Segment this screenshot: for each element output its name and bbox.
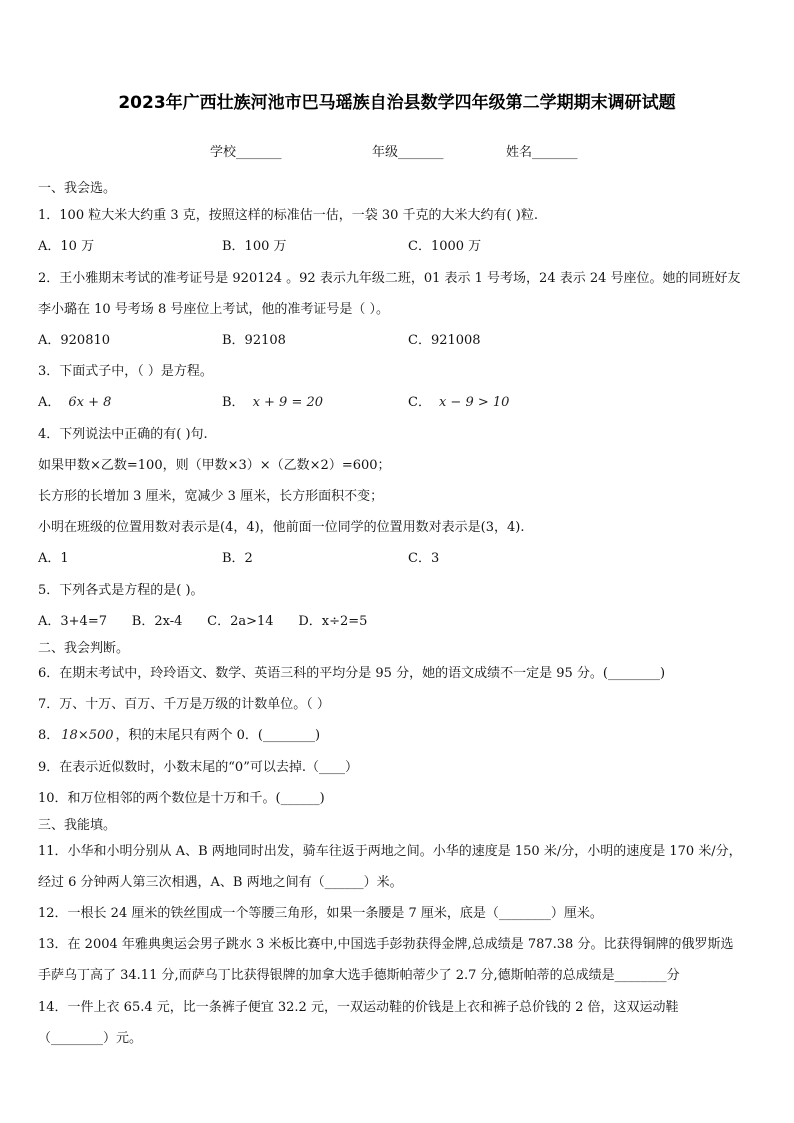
question-2-line-2: 李小璐在 10 号考场 8 号座位上考试，他的准考证号是（ ）。 bbox=[38, 302, 389, 317]
question-3: 3．下面式子中，（ ）是方程。 bbox=[38, 364, 213, 379]
grade-field: 年级_______ bbox=[372, 145, 444, 160]
q2-option-a: A．920810 bbox=[38, 333, 111, 348]
question-13-line-1: 13．在 2004 年雅典奥运会男子跳水 3 米板比赛中,中国选手彭勃获得金牌,总成绩是 787.38 分。比获得铜牌的俄罗斯选 bbox=[38, 937, 734, 952]
question-7: 7．万、十万、百万、千万是万级的计数单位。（ ） bbox=[38, 697, 330, 712]
section-heading-choice: 一、我会选。 bbox=[38, 181, 117, 196]
q4-statement-1: 如果甲数×乙数=100，则（甲数×3）×（乙数×2）=600； bbox=[38, 458, 391, 473]
q3-option-b-label: B． bbox=[222, 395, 245, 410]
q4-option-a: A．1 bbox=[38, 551, 69, 566]
q5-options: A．3+4=7 B．2x-4 C．2a>14 D．x÷2=5 bbox=[38, 614, 368, 629]
q3-option-c-label: C． bbox=[408, 395, 431, 410]
q4-statement-2: 长方形的长增加 3 厘米，宽减少 3 厘米，长方形面积不变； bbox=[38, 489, 384, 504]
question-11-line-2: 经过 6 分钟两人第三次相遇，A、B 两地之间有（______）米。 bbox=[38, 875, 403, 890]
question-11-line-1: 11．小华和小明分别从 A、B 两地同时出发，骑车往返于两地之间。小华的速度是 150 米/分，小明的速度是 170 米/分， bbox=[38, 844, 742, 859]
question-6: 6．在期末考试中，玲玲语文、数学、英语三科的平均分是 95 分，她的语文成绩不一定是 95 分。(________) bbox=[38, 666, 666, 681]
q1-option-b: B．100 万 bbox=[222, 239, 287, 254]
question-12: 12．一根长 24 厘米的铁丝围成一个等腰三角形，如果一条腰是 7 厘米，底是（________）厘米。 bbox=[38, 906, 603, 921]
question-10: 10．和万位相邻的两个数位是十万和千。(______) bbox=[38, 791, 325, 806]
q2-option-c: C．921008 bbox=[408, 333, 481, 348]
q3-option-c-formula: x − 9 > 10 bbox=[438, 395, 510, 410]
question-2-line-1: 2．王小雅期末考试的准考证号是 920124 。92 表示九年级二班，01 表示 1 号考场，24 表示 24 号座位。她的同班好友 bbox=[38, 271, 741, 286]
question-9: 9．在表示近似数时，小数末尾的“0”可以去掉.（____） bbox=[38, 760, 358, 775]
q8-number: 8． bbox=[38, 728, 60, 743]
question-5: 5．下列各式是方程的是( )。 bbox=[38, 583, 204, 598]
section-heading-judge: 二、我会判断。 bbox=[38, 641, 130, 656]
q3-option-b-formula: x + 9 = 20 bbox=[252, 395, 324, 410]
q3-option-b bbox=[222, 395, 323, 411]
question-13-line-2: 手萨乌丁高了 34.11 分,而萨乌丁比获得银牌的加拿大选手德斯帕蒂少了 2.7 分,德斯帕蒂的总成绩是________分 bbox=[38, 968, 680, 983]
q4-statement-3: 小明在班级的位置用数对表示是(4，4)，他前面一位同学的位置用数对表示是(3，4). bbox=[38, 520, 525, 535]
q4-option-b: B．2 bbox=[222, 551, 253, 566]
q1-option-c: C．1000 万 bbox=[408, 239, 482, 254]
school-field: 学校_______ bbox=[210, 145, 282, 160]
q8-formula: 18×500 bbox=[61, 728, 114, 743]
q1-option-a: A．10 万 bbox=[38, 239, 95, 254]
question-4: 4．下列说法中正确的有( )句. bbox=[38, 427, 208, 442]
question-14-line-1: 14．一件上衣 65.4 元，比一条裤子便宜 32.2 元，一双运动鞋的价钱是上衣和裤子总价钱的 2 倍，这双运动鞋 bbox=[38, 1000, 679, 1015]
q3-option-c bbox=[408, 395, 509, 411]
q4-option-c: C．3 bbox=[408, 551, 440, 566]
name-field: 姓名_______ bbox=[506, 145, 578, 160]
question-8 bbox=[38, 728, 758, 744]
question-14-line-2: （________）元。 bbox=[38, 1031, 143, 1046]
section-heading-fill: 三、我能填。 bbox=[38, 818, 117, 833]
q2-option-b: B．92108 bbox=[222, 333, 286, 348]
exam-title: 2023年广西壮族河池市巴马瑶族自治县数学四年级第二学期期末调研试题 bbox=[118, 93, 676, 113]
q3-option-a-label: A． bbox=[38, 395, 61, 410]
q3-option-a bbox=[38, 395, 111, 411]
q3-option-a-formula: 6x + 8 bbox=[68, 395, 112, 410]
question-1: 1．100 粒大米大约重 3 克，按照这样的标准估一估，一袋 30 千克的大米大约有( )粒. bbox=[38, 208, 538, 223]
q8-text: ，积的末尾只有两个 0．(________) bbox=[115, 728, 321, 743]
